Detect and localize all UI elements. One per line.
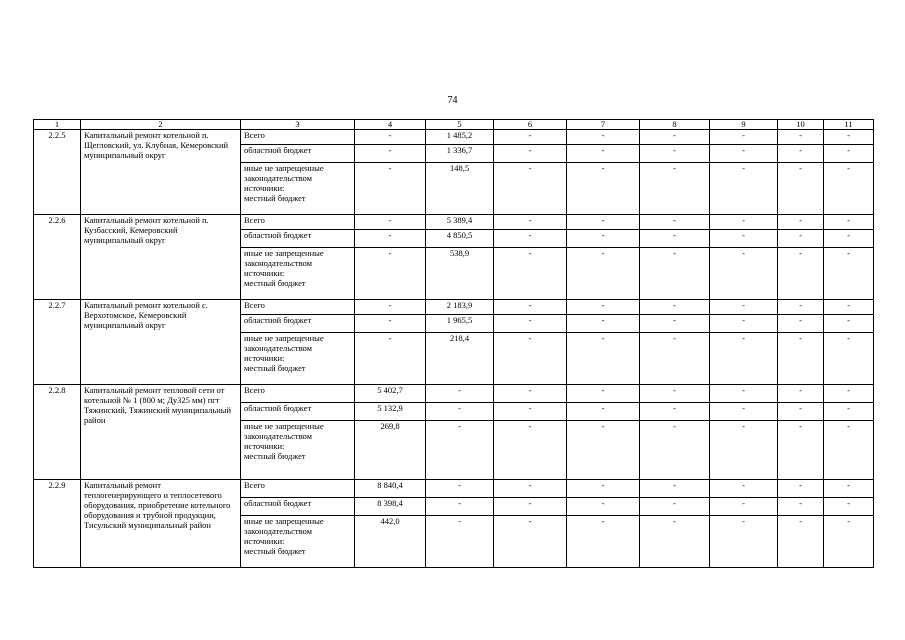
value-cell: - bbox=[778, 385, 824, 403]
value-cell: - bbox=[567, 385, 640, 403]
value-cell: - bbox=[567, 498, 640, 516]
column-header: 9 bbox=[710, 120, 778, 130]
value-cell: - bbox=[778, 230, 824, 248]
value-cell: 8 398,4 bbox=[355, 498, 426, 516]
value-cell: - bbox=[710, 421, 778, 480]
item-name: Капитальный ремонт котельной п. Кузбасский, Кемеровский муниципальный округ bbox=[81, 215, 241, 300]
value-cell: - bbox=[778, 248, 824, 300]
value-cell: - bbox=[494, 300, 567, 315]
item-code: 2.2.5 bbox=[34, 130, 81, 215]
value-cell: - bbox=[824, 498, 874, 516]
value-cell: 1 336,7 bbox=[426, 145, 494, 163]
value-cell: - bbox=[355, 230, 426, 248]
item-name: Капитальный ремонт котельной с. Верхотомское, Кемеровский муниципальный округ bbox=[81, 300, 241, 385]
source-label-line: местный бюджет bbox=[244, 363, 306, 373]
table-row bbox=[34, 385, 874, 403]
source-label-line: иные не запрещенные bbox=[244, 421, 324, 431]
value-cell: - bbox=[640, 385, 710, 403]
source-label-line: иные не запрещенные bbox=[244, 516, 324, 526]
value-cell: - bbox=[710, 248, 778, 300]
value-cell: - bbox=[567, 163, 640, 215]
value-cell: - bbox=[640, 248, 710, 300]
value-cell: 269,8 bbox=[355, 421, 426, 480]
source-label-line: местный бюджет bbox=[244, 451, 306, 461]
item-code: 2.2.7 bbox=[34, 300, 81, 385]
source-label-other bbox=[241, 248, 355, 300]
value-cell: - bbox=[710, 385, 778, 403]
value-cell: - bbox=[778, 163, 824, 215]
value-cell: - bbox=[778, 333, 824, 385]
table-row bbox=[34, 480, 874, 498]
item-code: 2.2.6 bbox=[34, 215, 81, 300]
value-cell: - bbox=[567, 516, 640, 568]
value-cell: - bbox=[355, 130, 426, 145]
value-cell: 1 485,2 bbox=[426, 130, 494, 145]
value-cell: - bbox=[494, 130, 567, 145]
value-cell: - bbox=[494, 385, 567, 403]
value-cell: - bbox=[355, 315, 426, 333]
value-cell: - bbox=[567, 215, 640, 230]
source-label-other bbox=[241, 163, 355, 215]
column-header: 3 bbox=[241, 120, 355, 130]
value-cell: - bbox=[567, 130, 640, 145]
column-header: 8 bbox=[640, 120, 710, 130]
value-cell: 5 389,4 bbox=[426, 215, 494, 230]
column-header: 11 bbox=[824, 120, 874, 130]
column-header: 4 bbox=[355, 120, 426, 130]
value-cell: - bbox=[824, 333, 874, 385]
value-cell: - bbox=[778, 480, 824, 498]
value-cell: - bbox=[710, 315, 778, 333]
value-cell: - bbox=[640, 333, 710, 385]
source-label-line: законодательством bbox=[244, 526, 313, 536]
value-cell: - bbox=[710, 163, 778, 215]
value-cell: - bbox=[824, 300, 874, 315]
value-cell: 218,4 bbox=[426, 333, 494, 385]
value-cell: - bbox=[640, 480, 710, 498]
value-cell: - bbox=[640, 163, 710, 215]
value-cell: - bbox=[494, 248, 567, 300]
value-cell: 4 850,5 bbox=[426, 230, 494, 248]
value-cell: - bbox=[640, 300, 710, 315]
value-cell: 148,5 bbox=[426, 163, 494, 215]
value-cell: - bbox=[426, 385, 494, 403]
value-cell: - bbox=[778, 315, 824, 333]
column-header: 2 bbox=[81, 120, 241, 130]
value-cell: - bbox=[640, 516, 710, 568]
value-cell: - bbox=[494, 403, 567, 421]
item-name: Капитальный ремонт тепловой сети от котельной № 1 (800 м; Ду325 мм) пгт Тяжинский, Тяжинский муниципальный район bbox=[81, 385, 241, 480]
source-label-line: законодательством bbox=[244, 258, 313, 268]
source-label-line: источники: bbox=[244, 353, 285, 363]
source-label-total: Всего bbox=[241, 300, 355, 315]
value-cell: - bbox=[824, 516, 874, 568]
value-cell: - bbox=[355, 300, 426, 315]
value-cell: - bbox=[710, 145, 778, 163]
value-cell: - bbox=[778, 215, 824, 230]
source-label-regional: областной бюджет bbox=[241, 145, 355, 163]
source-label-line: иные не запрещенные bbox=[244, 163, 324, 173]
source-label-line: законодательством bbox=[244, 343, 313, 353]
value-cell: - bbox=[494, 516, 567, 568]
item-name: Капитальный ремонт котельной п. Щегловский, ул. Клубная, Кемеровский муниципальный округ bbox=[81, 130, 241, 215]
value-cell: - bbox=[824, 315, 874, 333]
value-cell: 5 132,9 bbox=[355, 403, 426, 421]
value-cell: - bbox=[710, 230, 778, 248]
value-cell: - bbox=[824, 163, 874, 215]
source-label-regional: областной бюджет bbox=[241, 403, 355, 421]
value-cell: - bbox=[426, 403, 494, 421]
value-cell: - bbox=[494, 421, 567, 480]
source-label-total: Всего bbox=[241, 480, 355, 498]
value-cell: - bbox=[567, 403, 640, 421]
value-cell: 5 402,7 bbox=[355, 385, 426, 403]
source-label-line: иные не запрещенные bbox=[244, 333, 324, 343]
source-label-line: местный бюджет bbox=[244, 193, 306, 203]
source-label-line: законодательством bbox=[244, 173, 313, 183]
value-cell: - bbox=[494, 333, 567, 385]
value-cell: - bbox=[494, 480, 567, 498]
value-cell: - bbox=[710, 333, 778, 385]
value-cell: - bbox=[567, 145, 640, 163]
value-cell: - bbox=[710, 215, 778, 230]
value-cell: - bbox=[778, 145, 824, 163]
value-cell: - bbox=[640, 145, 710, 163]
source-label-line: источники: bbox=[244, 536, 285, 546]
column-header: 10 bbox=[778, 120, 824, 130]
source-label-regional: областной бюджет bbox=[241, 498, 355, 516]
value-cell: - bbox=[778, 300, 824, 315]
source-label-line: законодательством bbox=[244, 431, 313, 441]
source-label-line: источники: bbox=[244, 441, 285, 451]
value-cell: - bbox=[567, 480, 640, 498]
value-cell: - bbox=[824, 130, 874, 145]
value-cell: - bbox=[426, 480, 494, 498]
value-cell: - bbox=[778, 130, 824, 145]
value-cell: - bbox=[494, 498, 567, 516]
column-header: 7 bbox=[567, 120, 640, 130]
value-cell: - bbox=[640, 230, 710, 248]
column-header: 1 bbox=[34, 120, 81, 130]
value-cell: - bbox=[824, 403, 874, 421]
value-cell: - bbox=[494, 163, 567, 215]
value-cell: - bbox=[778, 516, 824, 568]
value-cell: - bbox=[778, 421, 824, 480]
source-label-total: Всего bbox=[241, 130, 355, 145]
value-cell: - bbox=[640, 215, 710, 230]
value-cell: - bbox=[567, 315, 640, 333]
value-cell: - bbox=[426, 498, 494, 516]
header-row bbox=[34, 120, 874, 130]
value-cell: 538,9 bbox=[426, 248, 494, 300]
value-cell: - bbox=[494, 315, 567, 333]
value-cell: - bbox=[494, 230, 567, 248]
source-label-other bbox=[241, 516, 355, 568]
source-label-other bbox=[241, 333, 355, 385]
source-label-regional: областной бюджет bbox=[241, 315, 355, 333]
value-cell: - bbox=[824, 421, 874, 480]
value-cell: - bbox=[355, 145, 426, 163]
value-cell: - bbox=[640, 421, 710, 480]
value-cell: - bbox=[710, 300, 778, 315]
source-label-line: местный бюджет bbox=[244, 278, 306, 288]
value-cell: - bbox=[494, 215, 567, 230]
value-cell: 2 183,9 bbox=[426, 300, 494, 315]
value-cell: - bbox=[710, 498, 778, 516]
value-cell: - bbox=[567, 248, 640, 300]
value-cell: - bbox=[710, 130, 778, 145]
value-cell: - bbox=[567, 230, 640, 248]
source-label-line: местный бюджет bbox=[244, 546, 306, 556]
value-cell: - bbox=[824, 248, 874, 300]
value-cell: - bbox=[778, 403, 824, 421]
table-row bbox=[34, 130, 874, 145]
item-name: Капитальный ремонт теплогенерирующего и теплосетевого оборудования, приобретение котельного оборудования и трубной продукции, Тисульский муниципальный район bbox=[81, 480, 241, 568]
budget-table bbox=[33, 119, 874, 568]
value-cell: - bbox=[355, 215, 426, 230]
source-label-total: Всего bbox=[241, 215, 355, 230]
value-cell: - bbox=[824, 230, 874, 248]
page-number: 74 bbox=[447, 95, 458, 106]
value-cell: - bbox=[824, 215, 874, 230]
value-cell: - bbox=[710, 403, 778, 421]
value-cell: - bbox=[640, 498, 710, 516]
column-header: 5 bbox=[426, 120, 494, 130]
source-label-regional: областной бюджет bbox=[241, 230, 355, 248]
table-row bbox=[34, 215, 874, 230]
value-cell: - bbox=[355, 163, 426, 215]
value-cell: - bbox=[824, 385, 874, 403]
value-cell: - bbox=[355, 333, 426, 385]
value-cell: 1 965,5 bbox=[426, 315, 494, 333]
value-cell: - bbox=[778, 498, 824, 516]
source-label-line: источники: bbox=[244, 183, 285, 193]
column-header: 6 bbox=[494, 120, 567, 130]
value-cell: - bbox=[355, 248, 426, 300]
value-cell: - bbox=[640, 315, 710, 333]
value-cell: - bbox=[640, 130, 710, 145]
item-code: 2.2.8 bbox=[34, 385, 81, 480]
value-cell: - bbox=[710, 480, 778, 498]
value-cell: - bbox=[426, 421, 494, 480]
value-cell: - bbox=[567, 421, 640, 480]
value-cell: - bbox=[494, 145, 567, 163]
table-row bbox=[34, 300, 874, 315]
value-cell: - bbox=[567, 333, 640, 385]
value-cell: - bbox=[426, 516, 494, 568]
source-label-total: Всего bbox=[241, 385, 355, 403]
source-label-other bbox=[241, 421, 355, 480]
value-cell: - bbox=[567, 300, 640, 315]
source-label-line: иные не запрещенные bbox=[244, 248, 324, 258]
value-cell: - bbox=[824, 145, 874, 163]
source-label-line: источники: bbox=[244, 268, 285, 278]
item-code: 2.2.9 bbox=[34, 480, 81, 568]
value-cell: 8 840,4 bbox=[355, 480, 426, 498]
value-cell: 442,0 bbox=[355, 516, 426, 568]
value-cell: - bbox=[824, 480, 874, 498]
value-cell: - bbox=[640, 403, 710, 421]
value-cell: - bbox=[710, 516, 778, 568]
